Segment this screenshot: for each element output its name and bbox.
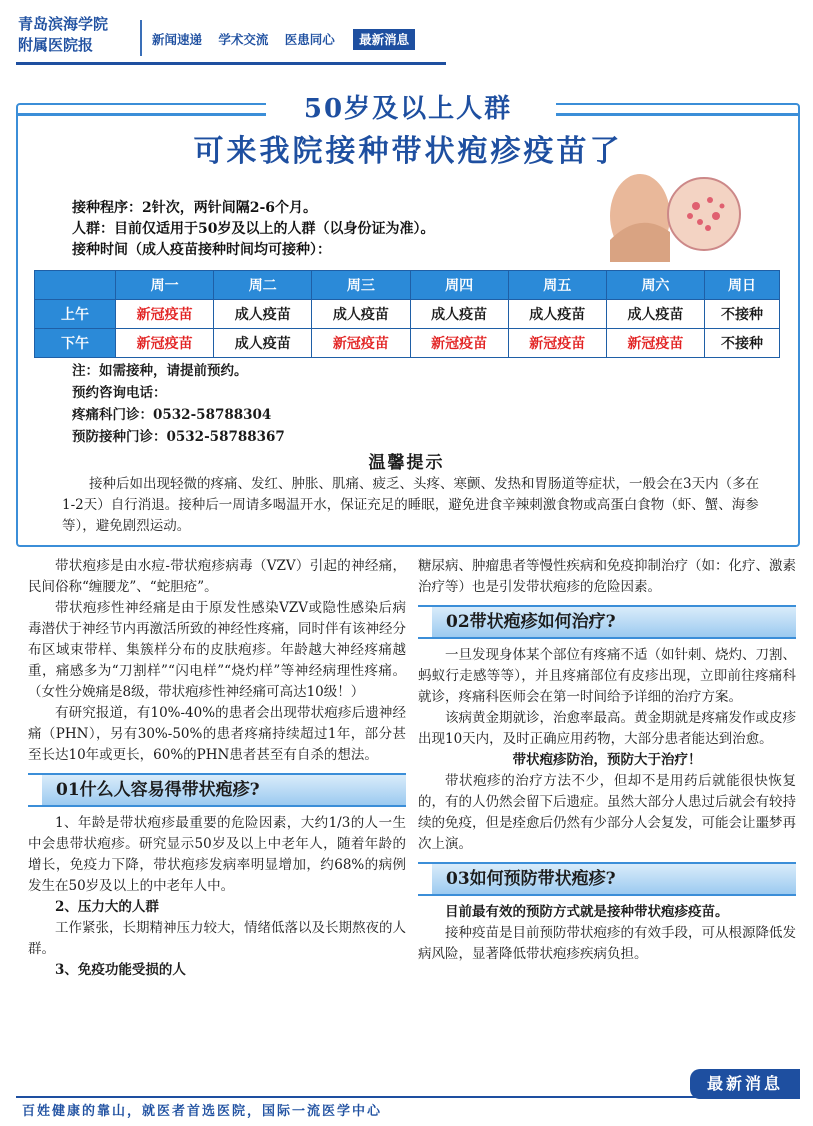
subheading: 2、压力大的人群 bbox=[55, 899, 159, 915]
schedule-cell: 新冠疫苗 bbox=[312, 329, 410, 358]
schedule-row-am bbox=[35, 300, 780, 329]
day-sun: 周日 bbox=[705, 271, 780, 300]
left-column bbox=[28, 556, 406, 981]
paragraph: 有研究报道，有10%-40%的患者会出现带状疱疹后遗神经痛（PHN），另有30%-50%的患者疼痛持续超过1年，部分甚至长达10年或更长，60%的PHN患者甚至有自杀的想法。 bbox=[28, 705, 406, 763]
nav-news: 新闻速递 bbox=[152, 32, 203, 47]
title-line1: 50岁及以上人群 bbox=[303, 94, 513, 124]
schedule-cell: 新冠疫苗 bbox=[606, 329, 704, 358]
schedule-table bbox=[34, 270, 780, 358]
paragraph: 带状疱疹的治疗方法不少，但却不是用药后就能很快恢复的，有的人仍然会留下后遗症。虽然大部分人患过后就会有较持续的免疫，但是痊愈后仍然有少部分人会复发，可能会让噩梦再次上演。 bbox=[418, 773, 796, 852]
consult-label: 预约咨询电话： bbox=[72, 385, 167, 401]
section-heading-02: 02带状疱疹如何治疗? bbox=[418, 605, 796, 639]
header-divider bbox=[140, 20, 142, 56]
pain-clinic-phone: 疼痛科门诊：0532-58788304 bbox=[72, 407, 272, 423]
time-text: 接种时间（成人疫苗接种时间均可接种）： bbox=[72, 242, 331, 258]
tips-title: 温馨提示 bbox=[368, 453, 445, 473]
schedule-cell: 成人疫苗 bbox=[312, 300, 410, 329]
header-rule bbox=[16, 62, 446, 65]
footer-slogan: 百姓健康的靠山，就医者首选医院，国际一流医学中心 bbox=[22, 1104, 383, 1119]
schedule-cell: 新冠疫苗 bbox=[116, 300, 214, 329]
nav-patients: 医患同心 bbox=[284, 32, 335, 47]
subheading: 带状疱疹防治，预防大于治疗！ bbox=[512, 752, 702, 768]
logo-line1: 青岛滨海学院 bbox=[18, 15, 109, 33]
section-heading-03: 03如何预防带状疱疹? bbox=[418, 862, 796, 896]
schedule-cell: 新冠疫苗 bbox=[508, 329, 606, 358]
title-band bbox=[16, 84, 800, 169]
newspaper-logo bbox=[18, 14, 136, 62]
tips-text: 接种后如出现轻微的疼痛、发红、肿胀、肌痛、疲乏、头疼、寒颤、发热和胃肠道等症状，一般会在3天内（多在1-2天）自行消退。接种后一周请多喝温开水，保证充足的睡眠，避免进食辛辣刺激食物或高蛋白食物（虾、蟹、海参等），避免剧烈运动。 bbox=[62, 476, 760, 534]
procedure-text: 接种程序：2针次，两针间隔2-6个月。 bbox=[72, 200, 318, 216]
paragraph: 接种疫苗是目前预防带状疱疹的有效手段，可从根源降低发病风险，显著降低带状疱疹疾病负担。 bbox=[418, 925, 796, 962]
population-text: 人群：目前仅适用于50岁及以上的人群（以身份证为准）。 bbox=[72, 221, 435, 237]
paragraph: 1、年龄是带状疱疹最重要的危险因素，大约1/3的人一生中会患带状疱疹。研究显示50岁及以上中老年人，随着年龄的增长，免疫力下降，带状疱疹发病率明显增加，约68%的病例发生在50岁及以上的中老年人中。 bbox=[28, 815, 406, 894]
vaccine-clinic-phone: 预防接种门诊：0532-58788367 bbox=[72, 429, 285, 445]
paragraph: 工作紧张，长期精神压力较大，情绪低落以及长期熬夜的人群。 bbox=[28, 920, 406, 957]
day-fri: 周五 bbox=[508, 271, 606, 300]
appointment-notes bbox=[72, 360, 285, 448]
right-column bbox=[418, 556, 796, 965]
schedule-cell: 成人疫苗 bbox=[214, 300, 312, 329]
day-wed: 周三 bbox=[312, 271, 410, 300]
paragraph: 一旦发现身体某个部位有疼痛不适（如针刺、烧灼、刀割、蚂蚁行走感等等），并且疼痛部位有皮疹出现，立即前往疼痛科就诊，疼痛科医师会在第一时间给予详细的治疗方案。 bbox=[418, 647, 796, 705]
footer-badge: 最新消息 bbox=[690, 1069, 800, 1099]
day-sat: 周六 bbox=[606, 271, 704, 300]
logo-line2: 附属医院报 bbox=[18, 36, 94, 54]
row-label: 上午 bbox=[35, 300, 116, 329]
schedule-cell: 成人疫苗 bbox=[214, 329, 312, 358]
schedule-row-pm bbox=[35, 329, 780, 358]
footer-rule bbox=[16, 1096, 696, 1098]
schedule-cell: 不接种 bbox=[705, 300, 780, 329]
schedule-cell: 新冠疫苗 bbox=[410, 329, 508, 358]
day-tue: 周二 bbox=[214, 271, 312, 300]
note-text: 注：如需接种，请提前预约。 bbox=[72, 363, 248, 379]
paragraph: 目前最有效的预防方式就是接种带状疱疹疫苗。 bbox=[445, 904, 729, 920]
subheading: 3、免疫功能受损的人 bbox=[55, 962, 186, 978]
masthead bbox=[0, 0, 813, 66]
footer bbox=[0, 1074, 813, 1126]
nav-academic: 学术交流 bbox=[218, 32, 269, 47]
day-mon: 周一 bbox=[116, 271, 214, 300]
row-label: 下午 bbox=[35, 329, 116, 358]
schedule-header-row bbox=[35, 271, 780, 300]
paragraph: 糖尿病、肿瘤患者等慢性疾病和免疫抑制治疗（如：化疗、激素治疗等）也是引发带状疱疹的危险因素。 bbox=[418, 558, 796, 595]
section-heading-01: 01什么人容易得带状疱疹? bbox=[28, 773, 406, 807]
schedule-cell: 成人疫苗 bbox=[606, 300, 704, 329]
shingles-illustration bbox=[600, 170, 752, 262]
section-nav bbox=[152, 30, 427, 48]
corner-cell bbox=[35, 271, 116, 300]
schedule-cell: 成人疫苗 bbox=[410, 300, 508, 329]
schedule-cell: 新冠疫苗 bbox=[116, 329, 214, 358]
vaccine-info bbox=[72, 198, 434, 261]
schedule-cell: 成人疫苗 bbox=[508, 300, 606, 329]
paragraph: 带状疱疹性神经痛是由于原发性感染VZV或隐性感染后病毒潜伏于神经节内再激活所致的神经性疼痛，同时伴有该神经分布区域束带样、集簇样分布的皮肤疱疹。年龄越大神经疼痛越重，痛感多为“刀割样”“闪电样”“烧灼样”等神经病理性疼痛。（女性分娩痛是8级，带状疱疹性神经痛可高达10级！） bbox=[28, 600, 406, 700]
paragraph: 带状疱疹是由水痘-带状疱疹病毒（VZV）引起的神经痛，民间俗称“缠腰龙”、“蛇胆疮”。 bbox=[28, 558, 406, 595]
title-line2: 可来我院接种带状疱疹疫苗了 bbox=[193, 134, 623, 169]
paragraph: 该病黄金期就诊，治愈率最高。黄金期就是疼痛发作或皮疹出现10天内，及时正确应用药物，大部分患者能达到治愈。 bbox=[418, 710, 796, 747]
day-thu: 周四 bbox=[410, 271, 508, 300]
schedule-cell: 不接种 bbox=[705, 329, 780, 358]
nav-latest: 最新消息 bbox=[353, 29, 415, 50]
